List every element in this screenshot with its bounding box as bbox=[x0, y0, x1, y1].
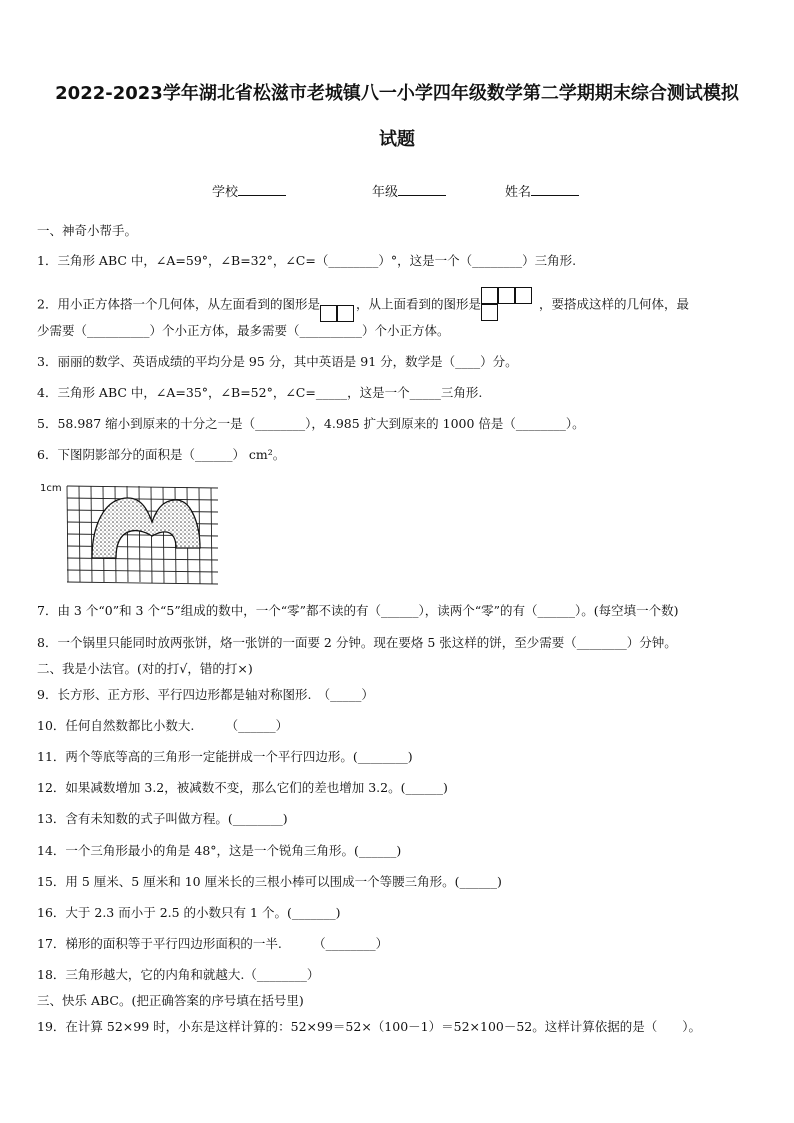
school-label: 学校 bbox=[212, 185, 239, 200]
question-2-part-b: ，从上面看到的图形是 bbox=[355, 296, 481, 312]
question-15: 15．用 5 厘米、5 厘米和 10 厘米长的三根小棒可以围成一个等腰三角形。(______) bbox=[37, 874, 502, 889]
name-label: 姓名 bbox=[505, 185, 532, 200]
question-2-part-a: 2．用小正方体搭一个几何体，从左面看到的图形是 bbox=[37, 296, 320, 312]
section-heading-3: 三、快乐 ABC。(把正确答案的序号填在括号里) bbox=[37, 993, 304, 1008]
area-grid-figure bbox=[40, 481, 222, 589]
document-title-line2: 试题 bbox=[379, 129, 415, 150]
section-heading-1: 一、神奇小帮手。 bbox=[37, 223, 138, 238]
question-2-continued: 少需要（__________）个小正方体，最多需要（__________）个小正方体。 bbox=[37, 323, 450, 338]
question-1: 1．三角形 ABC 中，∠A=59°，∠B=32°，∠C=（________）°，这是一个（________）三角形. bbox=[37, 253, 577, 268]
question-9: 9．长方形、正方形、平行四边形都是轴对称图形. （_____） bbox=[37, 687, 374, 702]
left-view-figure bbox=[320, 287, 356, 323]
school-blank[interactable] bbox=[238, 183, 286, 196]
question-18: 18．三角形越大，它的内角和就越大.（________） bbox=[37, 967, 320, 982]
question-7: 7．由 3 个“0”和 3 个“5”组成的数中，一个“零”都不读的有（______），读两个“零”的有（______）。(每空填一个数) bbox=[37, 603, 679, 618]
question-11: 11．两个等底等高的三角形一定能拼成一个平行四边形。(________) bbox=[37, 749, 413, 764]
grid-scale-label: 1cm bbox=[40, 483, 62, 494]
question-2-part-c: ，要搭成这样的几何体，最 bbox=[538, 296, 689, 312]
question-5: 5．58.987 缩小到原来的十分之一是（________），4.985 扩大到原来的 1000 倍是（________）。 bbox=[37, 416, 585, 431]
question-8: 8．一个锅里只能同时放两张饼，烙一张饼的一面要 2 分钟。现在要烙 5 张这样的饼，至少需要（________）分钟。 bbox=[37, 635, 677, 650]
grade-field[interactable] bbox=[372, 181, 446, 200]
question-14: 14．一个三角形最小的角是 48°，这是一个锐角三角形。(______) bbox=[37, 843, 402, 858]
name-field[interactable] bbox=[505, 181, 579, 200]
grade-blank[interactable] bbox=[398, 183, 446, 196]
top-view-figure bbox=[481, 287, 539, 323]
question-6: 6．下图阴影部分的面积是（______） cm²。 bbox=[37, 447, 286, 462]
question-3: 3．丽丽的数学、英语成绩的平均分是 95 分，其中英语是 91 分，数学是（____）分。 bbox=[37, 354, 518, 369]
name-blank[interactable] bbox=[531, 183, 579, 196]
question-13: 13．含有未知数的式子叫做方程。(________) bbox=[37, 811, 288, 826]
question-16: 16．大于 2.3 而小于 2.5 的小数只有 1 个。(_______) bbox=[37, 905, 341, 920]
grade-label: 年级 bbox=[372, 185, 399, 200]
question-12: 12．如果减数增加 3.2，被减数不变，那么它们的差也增加 3.2。(______) bbox=[37, 780, 448, 795]
question-19: 19．在计算 52×99 时，小东是这样计算的：52×99＝52×（100－1）＝52×100－52。这样计算依据的是（ ）。 bbox=[37, 1019, 702, 1034]
school-field[interactable] bbox=[212, 181, 286, 200]
question-17: 17．梯形的面积等于平行四边形面积的一半. （________） bbox=[37, 936, 389, 951]
question-2 bbox=[37, 287, 689, 323]
section-heading-2: 二、我是小法官。(对的打√，错的打×) bbox=[37, 661, 253, 676]
question-4: 4．三角形 ABC 中，∠A=35°，∠B=52°，∠C=_____，这是一个_____三角形. bbox=[37, 385, 483, 400]
document-title-line1: 2022-2023学年湖北省松滋市老城镇八一小学四年级数学第二学期期末综合测试模拟 bbox=[55, 83, 739, 104]
question-10: 10．任何自然数都比小数大. （______） bbox=[37, 718, 289, 733]
